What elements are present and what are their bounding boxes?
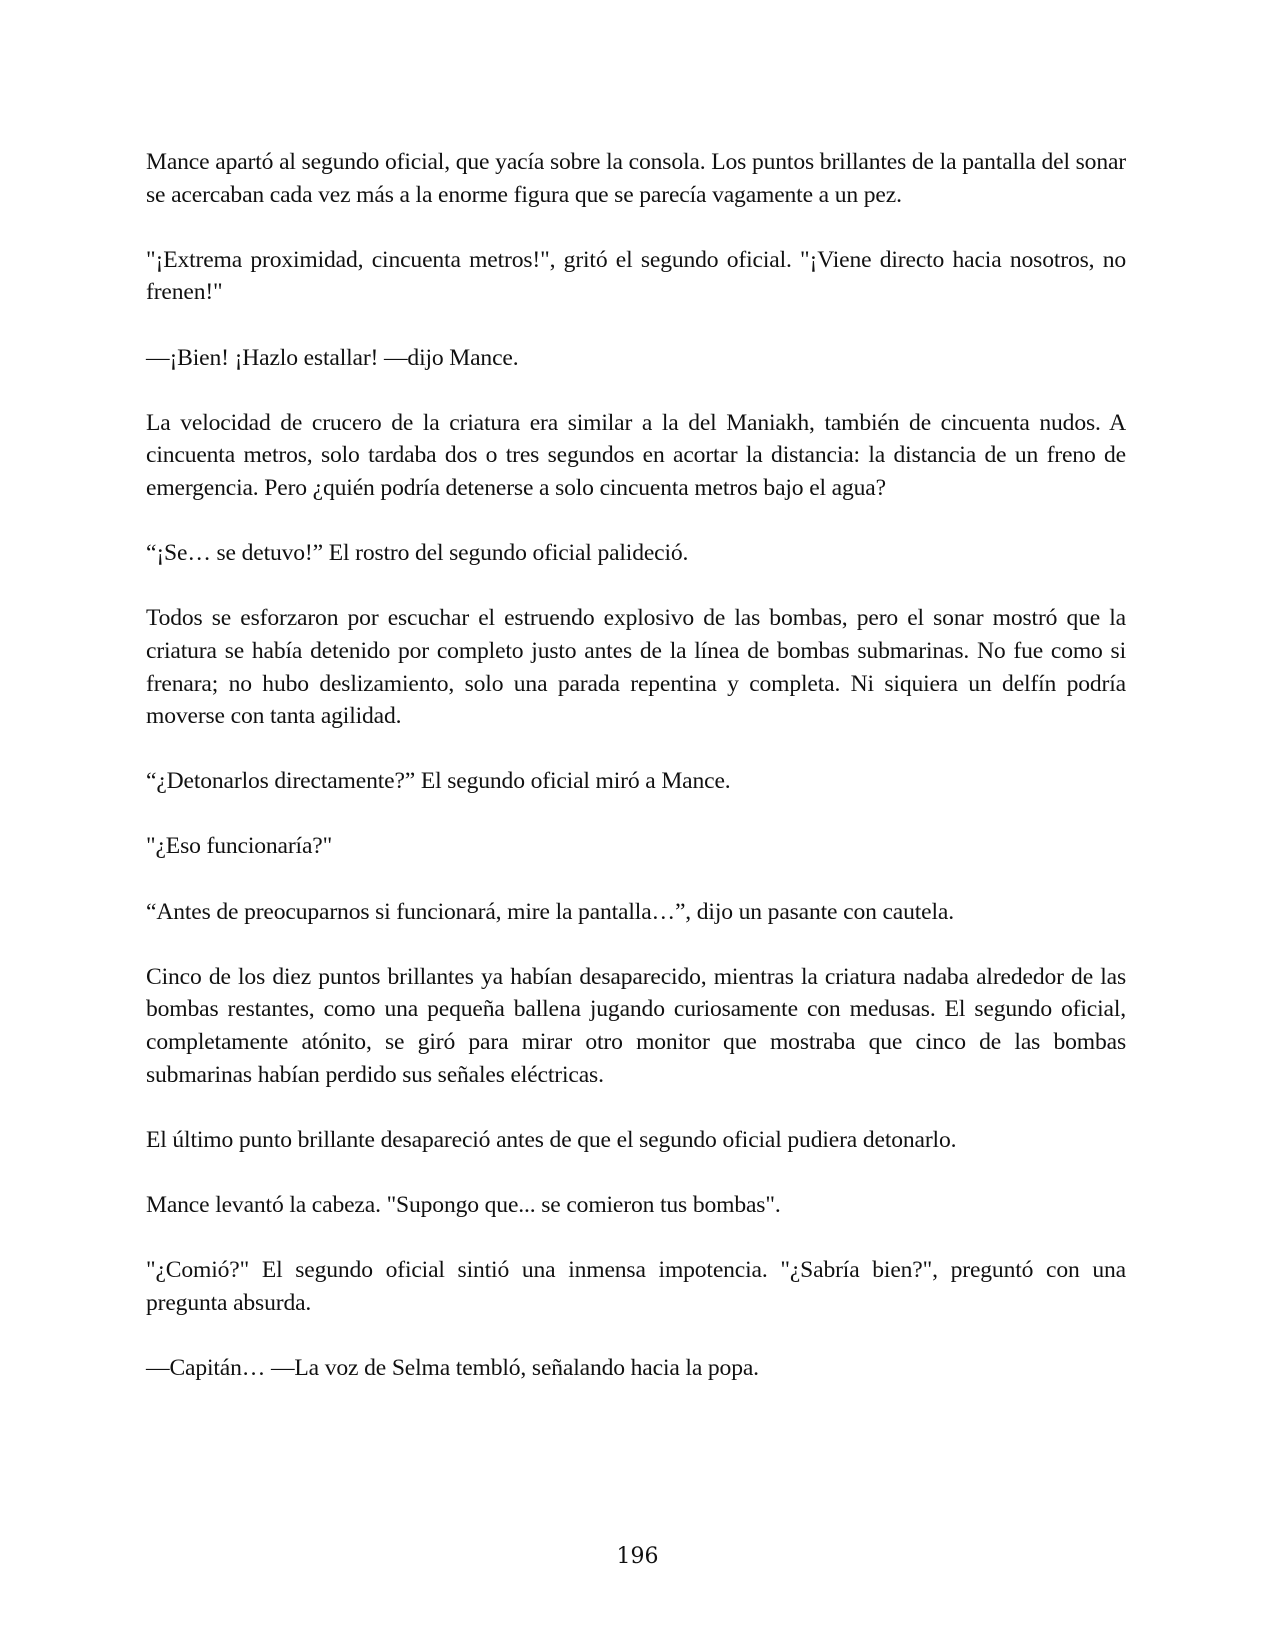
paragraph: “Antes de preocuparnos si funcionará, mire la pantalla…”, dijo un pasante con cautela.	[146, 898, 954, 925]
paragraph: —¡Bien! ¡Hazlo estallar! —dijo Mance.	[146, 344, 519, 371]
paragraph: —Capitán… —La voz de Selma tembló, señalando hacia la popa.	[146, 1354, 759, 1381]
paragraph: "¡Extrema proximidad, cincuenta metros!", gritó el segundo oficial. "¡Viene directo hacia nosotros, no frenen!"	[146, 246, 1126, 306]
paragraph: “¡Se… se detuvo!” El rostro del segundo oficial palideció.	[146, 540, 689, 567]
page-body	[146, 146, 1126, 1417]
paragraph: "¿Comió?" El segundo oficial sintió una inmensa impotencia. "¿Sabría bien?", preguntó con una pregunta absurda.	[146, 1257, 1126, 1316]
paragraph: La velocidad de crucero de la criatura era similar a la del Maniakh, también de cincuenta nudos. A cincuenta metros, solo tardaba dos o tres segundos en acortar la distancia: la distancia de un freno de emergencia. Pero ¿quién podría detenerse a solo cincuenta metros bajo el agua?	[146, 409, 1126, 501]
paragraph: "¿Eso funcionaría?"	[146, 833, 333, 860]
page-number: 196	[616, 1544, 659, 1569]
paragraph: El último punto brillante desapareció antes de que el segundo oficial pudiera detonarlo.	[146, 1126, 957, 1153]
paragraph: Cinco de los diez puntos brillantes ya habían desaparecido, mientras la criatura nadaba alrededor de las bombas restantes, como una pequeña ballena jugando curiosamente con medusas. El segundo oficial, completamente atónito, se giró para mirar otro monitor que mostraba que cinco de las bombas submarinas habían perdido sus señales eléctricas.	[146, 963, 1126, 1088]
paragraph: “¿Detonarlos directamente?” El segundo oficial miró a Mance.	[146, 768, 731, 795]
paragraph: Mance levantó la cabeza. "Supongo que... se comieron tus bombas".	[146, 1192, 781, 1218]
paragraph: Todos se esforzaron por escuchar el estruendo explosivo de las bombas, pero el sonar mostró que la criatura se había detenido por completo justo antes de la línea de bombas submarinas. No fue como si frenara; no hubo deslizamiento, solo una parada repentina y completa. Ni siquiera un delfín podría moverse con tanta agilidad.	[146, 605, 1126, 730]
paragraph: Mance apartó al segundo oficial, que yacía sobre la consola. Los puntos brillantes de la pantalla del sonar se acercaban cada vez más a la enorme figura que se parecía vagamente a un pez.	[146, 149, 1126, 208]
